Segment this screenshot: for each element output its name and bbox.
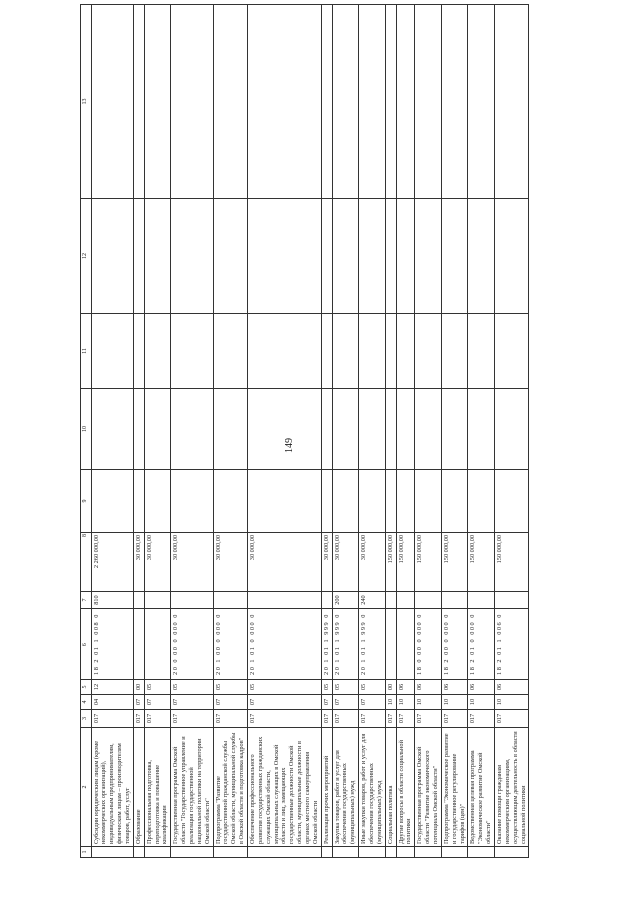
table-cell: 05 — [321, 680, 332, 695]
table-cell — [385, 389, 396, 470]
table-cell: 017 — [213, 710, 247, 728]
table-cell: 05 — [213, 680, 247, 695]
table-cell: 017 — [415, 710, 442, 728]
table-cell — [144, 199, 171, 314]
table-cell — [91, 199, 133, 314]
table-cell: 017 — [495, 710, 529, 728]
table-cell — [495, 5, 529, 199]
table-cell: Обеспечение профессионального развития государственных гражданских служащих Омской области, муниципальных служащих в Омской области и лиц, замещающих государственные должности Омской области, муниципальные должности в органах местного самоуправления Омской области — [247, 728, 321, 847]
table-cell: 017 — [332, 710, 359, 728]
table-cell — [321, 199, 332, 314]
table-cell: 07 — [321, 695, 332, 710]
table-cell: 10 — [415, 695, 442, 710]
table-cell: 30 000,00 — [359, 533, 386, 592]
table-cell: 07 — [332, 695, 359, 710]
header-cell: 1 — [81, 847, 92, 858]
table-cell: 30 000,00 — [321, 533, 332, 592]
header-cell: 10 — [81, 389, 92, 470]
table-cell: 04 — [91, 695, 133, 710]
table-cell — [441, 847, 468, 858]
table-cell — [171, 847, 213, 858]
table-cell — [213, 847, 247, 858]
table-cell: Оказание помощи гражданам некоммерческим организациям, осуществляющим деятельность в области социальной политики — [495, 728, 529, 847]
table-cell: 017 — [133, 710, 144, 728]
table-cell: 017 — [468, 710, 495, 728]
table-cell — [171, 199, 213, 314]
table-cell: 20 0 00 0 000 0 — [171, 609, 213, 680]
table-cell — [332, 5, 359, 199]
table-cell: 30 000,00 — [213, 533, 247, 592]
table-cell — [133, 847, 144, 858]
table-cell — [385, 199, 396, 314]
table-cell — [213, 5, 247, 199]
table-cell: 30 000,00 — [133, 533, 144, 592]
table-cell: 10 — [441, 695, 468, 710]
table-cell: 07 — [359, 695, 386, 710]
table-cell: 06 — [396, 680, 415, 695]
table-cell — [441, 314, 468, 389]
table-cell: 150 000,00 — [468, 533, 495, 592]
table-cell — [396, 592, 415, 609]
table-cell — [171, 592, 213, 609]
table-row — [332, 5, 359, 858]
table-row — [385, 5, 396, 858]
table-cell — [171, 470, 213, 533]
table-cell: 017 — [144, 710, 171, 728]
table-cell: 017 — [171, 710, 213, 728]
table-cell: 30 000,00 — [247, 533, 321, 592]
table-cell — [441, 592, 468, 609]
table-cell — [247, 5, 321, 199]
budget-table-rotated — [80, 44, 627, 858]
table-cell — [359, 470, 386, 533]
table-cell — [415, 314, 442, 389]
table-cell — [332, 847, 359, 858]
table-cell — [213, 389, 247, 470]
table-cell — [468, 314, 495, 389]
table-cell — [415, 389, 442, 470]
table-cell: 12 — [91, 680, 133, 695]
table-cell — [468, 199, 495, 314]
table-cell: Реализация прочих мероприятий — [321, 728, 332, 847]
table-cell: 30 000,00 — [144, 533, 171, 592]
table-cell — [171, 389, 213, 470]
table-cell: Профессиональная подготовка, переподготовка и повышение квалификации — [144, 728, 171, 847]
table-cell — [133, 199, 144, 314]
table-cell: 017 — [321, 710, 332, 728]
table-cell: 20 1 01 1 999 0 — [359, 609, 386, 680]
table-cell: 05 — [144, 680, 171, 695]
table-cell — [171, 314, 213, 389]
table-cell — [133, 389, 144, 470]
table-cell — [415, 5, 442, 199]
header-cell: 5 — [81, 680, 92, 695]
table-cell — [144, 314, 171, 389]
table-cell — [321, 847, 332, 858]
table-cell: 06 — [415, 680, 442, 695]
table-row — [441, 5, 468, 858]
table-cell: 06 — [495, 680, 529, 695]
table-cell: 07 — [144, 695, 171, 710]
table-cell: 18 0 00 0 000 0 — [415, 609, 442, 680]
table-cell: 30 000,00 — [332, 533, 359, 592]
table-cell — [321, 592, 332, 609]
table-cell: Иные закупки товаров, работ и услуг для обеспечения государственных (муниципальных) нужд — [359, 728, 386, 847]
table-cell: 2 260 000,00 — [91, 533, 133, 592]
table-cell: 18 2 01 0 000 0 — [468, 609, 495, 680]
table-cell — [91, 389, 133, 470]
header-cell: 13 — [81, 5, 92, 199]
table-cell: Государственная программа Омской области "Развитие экономического потенциала Омской области" — [415, 728, 442, 847]
table-cell: 05 — [247, 680, 321, 695]
header-row — [81, 5, 92, 858]
table-cell: Подпрограмма "Экономическое развитие и государственное регулирование тарифов (цен)" — [441, 728, 468, 847]
table-cell — [247, 470, 321, 533]
table-cell — [213, 470, 247, 533]
table-cell: 017 — [385, 710, 396, 728]
table-cell — [385, 314, 396, 389]
table-cell: Ведомственная целевая программа "Экономическое развитие Омской области" — [468, 728, 495, 847]
table-cell: 18 2 01 1 008 0 — [91, 609, 133, 680]
table-row — [415, 5, 442, 858]
table-cell — [171, 5, 213, 199]
table-cell — [396, 5, 415, 199]
table-cell — [396, 314, 415, 389]
table-row — [396, 5, 415, 858]
table-cell — [495, 847, 529, 858]
table-cell — [468, 592, 495, 609]
table-cell — [441, 470, 468, 533]
table-row — [468, 5, 495, 858]
table-cell: 20 1 01 1 999 0 — [332, 609, 359, 680]
table-cell — [213, 314, 247, 389]
table-row — [144, 5, 171, 858]
table-cell — [144, 847, 171, 858]
table-cell — [91, 5, 133, 199]
table-cell — [468, 5, 495, 199]
page-number: 149 — [284, 438, 295, 453]
table-cell — [247, 592, 321, 609]
table-cell: Образование — [133, 728, 144, 847]
table-cell — [321, 470, 332, 533]
table-cell — [144, 592, 171, 609]
table-cell — [247, 847, 321, 858]
table-row — [91, 5, 133, 858]
table-cell — [247, 314, 321, 389]
table-cell — [247, 389, 321, 470]
table-cell: 150 000,00 — [396, 533, 415, 592]
table-cell: 10 — [385, 695, 396, 710]
table-row — [495, 5, 529, 858]
table-cell: 06 — [441, 680, 468, 695]
table-cell — [415, 199, 442, 314]
table-cell: Подпрограмма "Развитие государственной гражданской службы Омской области, муниципальной службы в Омской области и подготовка кадров" — [213, 728, 247, 847]
table-cell: Социальная политика — [385, 728, 396, 847]
table-cell: 05 — [332, 680, 359, 695]
table-cell — [213, 592, 247, 609]
table-cell — [495, 389, 529, 470]
table-cell: 20 1 00 0 000 0 — [213, 609, 247, 680]
table-cell — [91, 314, 133, 389]
header-cell: 4 — [81, 695, 92, 710]
table-cell — [468, 847, 495, 858]
table-cell — [133, 609, 144, 680]
table-cell — [468, 389, 495, 470]
table-cell: 810 — [91, 592, 133, 609]
table-cell: 30 000,00 — [171, 533, 213, 592]
table-cell — [321, 314, 332, 389]
table-cell — [495, 314, 529, 389]
table-cell — [144, 389, 171, 470]
header-cell: 11 — [81, 314, 92, 389]
table-cell — [396, 470, 415, 533]
table-row — [359, 5, 386, 858]
table-cell — [441, 389, 468, 470]
table-cell — [332, 470, 359, 533]
table-cell: 20 1 01 1 999 0 — [321, 609, 332, 680]
table-cell: 017 — [247, 710, 321, 728]
table-cell: 10 — [495, 695, 529, 710]
table-cell: 18 2 00 0 000 0 — [441, 609, 468, 680]
table-cell — [332, 389, 359, 470]
table-cell — [133, 314, 144, 389]
table-cell — [396, 389, 415, 470]
table-cell — [144, 609, 171, 680]
table-cell — [495, 592, 529, 609]
table-cell — [133, 470, 144, 533]
table-cell: 07 — [133, 695, 144, 710]
header-cell: 9 — [81, 470, 92, 533]
table-cell: 18 2 01 1 006 0 — [495, 609, 529, 680]
table-cell — [213, 199, 247, 314]
table-cell: 07 — [171, 695, 213, 710]
table-cell: 20 1 01 0 000 0 — [247, 609, 321, 680]
table-cell — [359, 314, 386, 389]
table-cell — [385, 592, 396, 609]
table-cell — [321, 389, 332, 470]
table-row — [247, 5, 321, 858]
table-cell — [332, 199, 359, 314]
table-cell — [441, 199, 468, 314]
header-cell: 7 — [81, 592, 92, 609]
table-cell: Субсидии юридическим лицам (кроме некоммерческих организаций), индивидуальным предпринимателям, физическим лицам – производителям товаров, работ, услуг — [91, 728, 133, 847]
table-cell — [321, 5, 332, 199]
table-cell: Государственная программа Омской области "Государственное управление и реализация государственной национальной политики на территории Омской области" — [171, 728, 213, 847]
table-cell — [415, 847, 442, 858]
table-cell: 200 — [332, 592, 359, 609]
table-cell — [133, 5, 144, 199]
table-cell: Другие вопросы в области социальной политики — [396, 728, 415, 847]
table-cell: 017 — [91, 710, 133, 728]
table-cell: 05 — [359, 680, 386, 695]
table-cell — [468, 470, 495, 533]
table-cell: 00 — [133, 680, 144, 695]
table-cell — [359, 847, 386, 858]
table-cell: 05 — [171, 680, 213, 695]
table-cell — [441, 5, 468, 199]
table-cell: 017 — [441, 710, 468, 728]
table-cell — [385, 609, 396, 680]
table-row — [171, 5, 213, 858]
table-cell — [415, 592, 442, 609]
budget-table — [80, 4, 529, 858]
header-cell: 12 — [81, 199, 92, 314]
table-cell — [495, 199, 529, 314]
table-cell — [91, 847, 133, 858]
table-cell: 150 000,00 — [495, 533, 529, 592]
table-cell — [385, 847, 396, 858]
table-cell — [385, 5, 396, 199]
header-cell: 2 — [81, 728, 92, 847]
table-cell: 10 — [468, 695, 495, 710]
table-cell — [396, 609, 415, 680]
table-body — [91, 5, 529, 858]
table-cell: 07 — [213, 695, 247, 710]
table-cell — [385, 470, 396, 533]
table-row — [133, 5, 144, 858]
header-cell: 3 — [81, 710, 92, 728]
table-cell — [359, 389, 386, 470]
table-cell: 150 000,00 — [385, 533, 396, 592]
table-cell — [396, 199, 415, 314]
table-cell: 06 — [468, 680, 495, 695]
table-cell — [495, 470, 529, 533]
table-row — [321, 5, 332, 858]
header-cell: 6 — [81, 609, 92, 680]
table-cell — [332, 314, 359, 389]
table-cell: 150 000,00 — [441, 533, 468, 592]
table-cell — [133, 592, 144, 609]
table-cell — [91, 470, 133, 533]
table-cell: 240 — [359, 592, 386, 609]
table-cell — [396, 847, 415, 858]
table-cell: 150 000,00 — [415, 533, 442, 592]
table-row — [213, 5, 247, 858]
table-cell: 07 — [247, 695, 321, 710]
table-cell — [359, 5, 386, 199]
table-cell — [144, 470, 171, 533]
table-cell: Закупка товаров, работ и услуг для обеспечения государственных (муниципальных) нужд — [332, 728, 359, 847]
table-cell: 00 — [385, 680, 396, 695]
table-cell — [144, 5, 171, 199]
table-cell — [415, 470, 442, 533]
header-cell: 8 — [81, 533, 92, 592]
table-cell: 017 — [359, 710, 386, 728]
table-cell — [359, 199, 386, 314]
table-cell: 017 — [396, 710, 415, 728]
table-cell — [247, 199, 321, 314]
table-cell: 10 — [396, 695, 415, 710]
